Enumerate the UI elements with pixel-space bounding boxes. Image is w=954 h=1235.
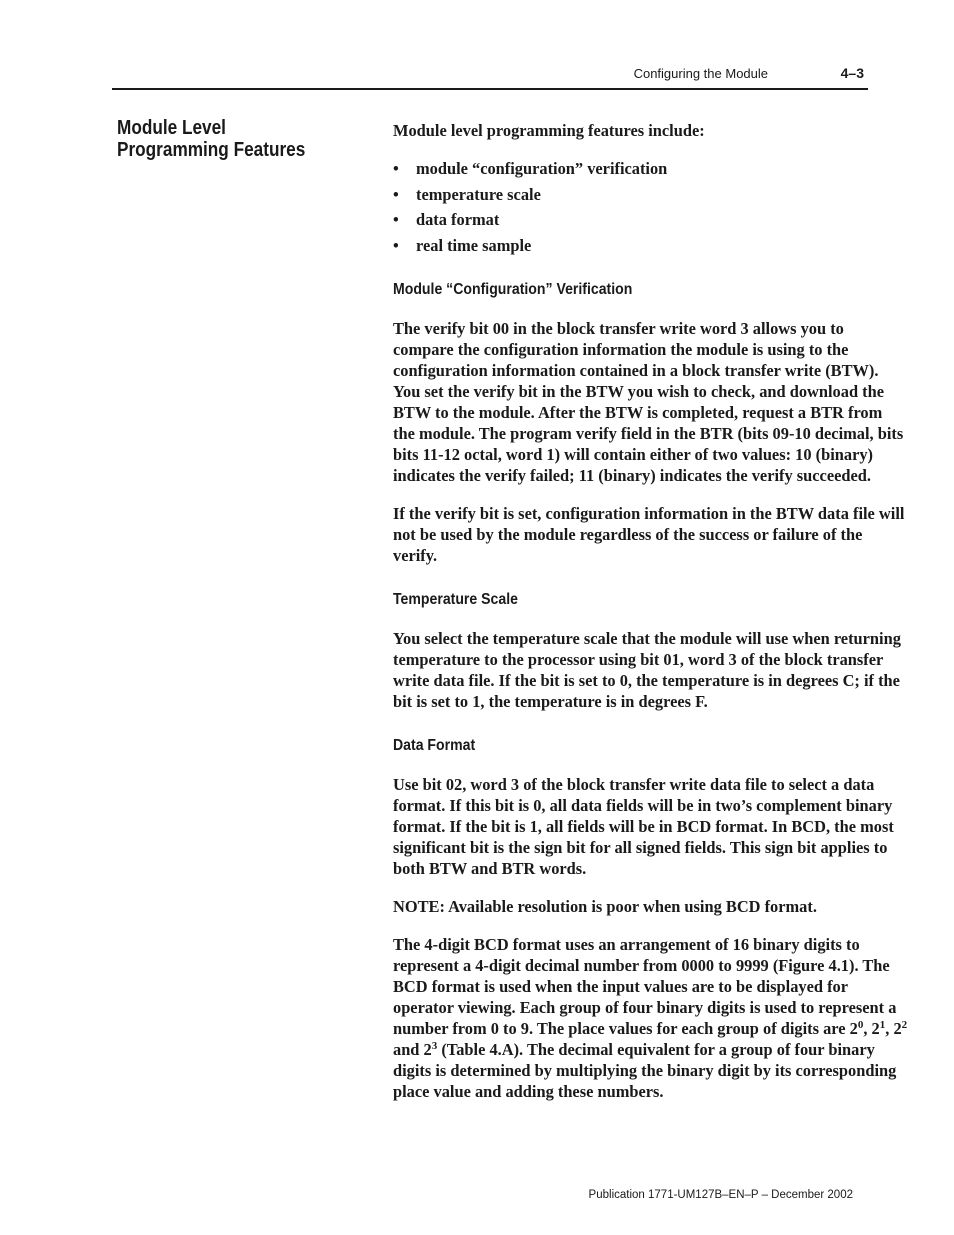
bcd-text-end: (Table 4.A). The decimal equivalent for a group of four binary digits is determined by multiplying the binary digit by its corresponding place value and adding these numbers. [393,1039,897,1101]
exponent-3: 3 [431,1039,438,1052]
feature-list [393,158,908,256]
bullet-icon: • [393,184,399,204]
exponent-2: 2 [901,1018,908,1031]
bullet-icon: • [393,159,399,178]
side-heading-line-2: Programming Features [117,139,306,161]
side-heading-line-1: Module Level [117,117,226,139]
bullet-icon: • [393,210,399,230]
list-item-text: module “configuration” verification [416,159,668,178]
list-item [393,184,908,205]
list-item-text: real time sample [416,235,532,255]
header-section-title: Configuring the Module [633,66,768,81]
list-item-text: temperature scale [416,184,541,204]
running-header [112,60,868,90]
bullet-icon: • [393,235,399,255]
body-column [393,120,908,1102]
config-verification-heading: Module “Configuration” Verification [393,280,633,298]
separator-3: and 2 [393,1039,432,1059]
separator-2: , 2 [885,1018,902,1038]
data-format-note: NOTE: Available resolution is poor when using BCD format. [393,896,817,916]
separator-1: , 2 [863,1018,880,1038]
data-format-paragraph-3 [393,934,908,1102]
publication-footer: Publication 1771-UM127B–EN–P – December 2002 [588,1189,853,1201]
data-format-paragraph-1: Use bit 02, word 3 of the block transfer write data file to select a data format. If this bit is 0, all data fields will be in two’s complement binary format. If the bit is 1, all fields will be in BCD format. In BCD, the most significant bit is the sign bit for all signed fields. This sign bit applies to both BTW and BTR words. [393,774,894,878]
config-verification-paragraph-1: The verify bit 00 in the block transfer write word 3 allows you to compare the configuration information the module is using to the configuration information contained in a block transfer write (BTW). You set the verify bit in the BTW you wish to check, and download the BTW to the module. After the BTW is completed, request a BTR from the module. The program verify field in the BTR (bits 09-10 decimal, bits bits 11-12 octal, word 1) will contain either of two values: 10 (binary) indicates the verify failed; 11 (binary) indicates the verify succeeded. [393,318,904,485]
temperature-scale-paragraph: You select the temperature scale that the module will use when returning temperature to the processor using bit 01, word 3 of the block transfer write data file. If the bit is set to 0, the temperature is in degrees C; if the bit is set to 1, the temperature is in degrees F. [393,628,901,711]
exponent-0: 0 [857,1018,864,1031]
side-heading [117,117,341,161]
data-format-heading: Data Format [393,736,476,754]
list-item [393,235,908,256]
intro-paragraph: Module level programming features include: [393,121,705,140]
list-item-text: data format [416,210,500,230]
config-verification-paragraph-2: If the verify bit is set, configuration information in the BTW data file will not be used by the module regardless of the success or failure of the verify. [393,503,905,565]
temperature-scale-heading: Temperature Scale [393,590,518,608]
exponent-1: 1 [879,1018,886,1031]
list-item [393,158,908,179]
bcd-text-start: The 4-digit BCD format uses an arrangement of 16 binary digits to represent a 4-digit decimal number from 0000 to 9999 (Figure 4.1). The BCD format is used when the input values are to be displayed for operator viewing. Each group of four binary digits is used to represent a number from 0 to 9. The place values for each group of digits are 2 [393,934,897,1038]
list-item [393,209,908,230]
header-page-number: 4–3 [840,65,864,81]
